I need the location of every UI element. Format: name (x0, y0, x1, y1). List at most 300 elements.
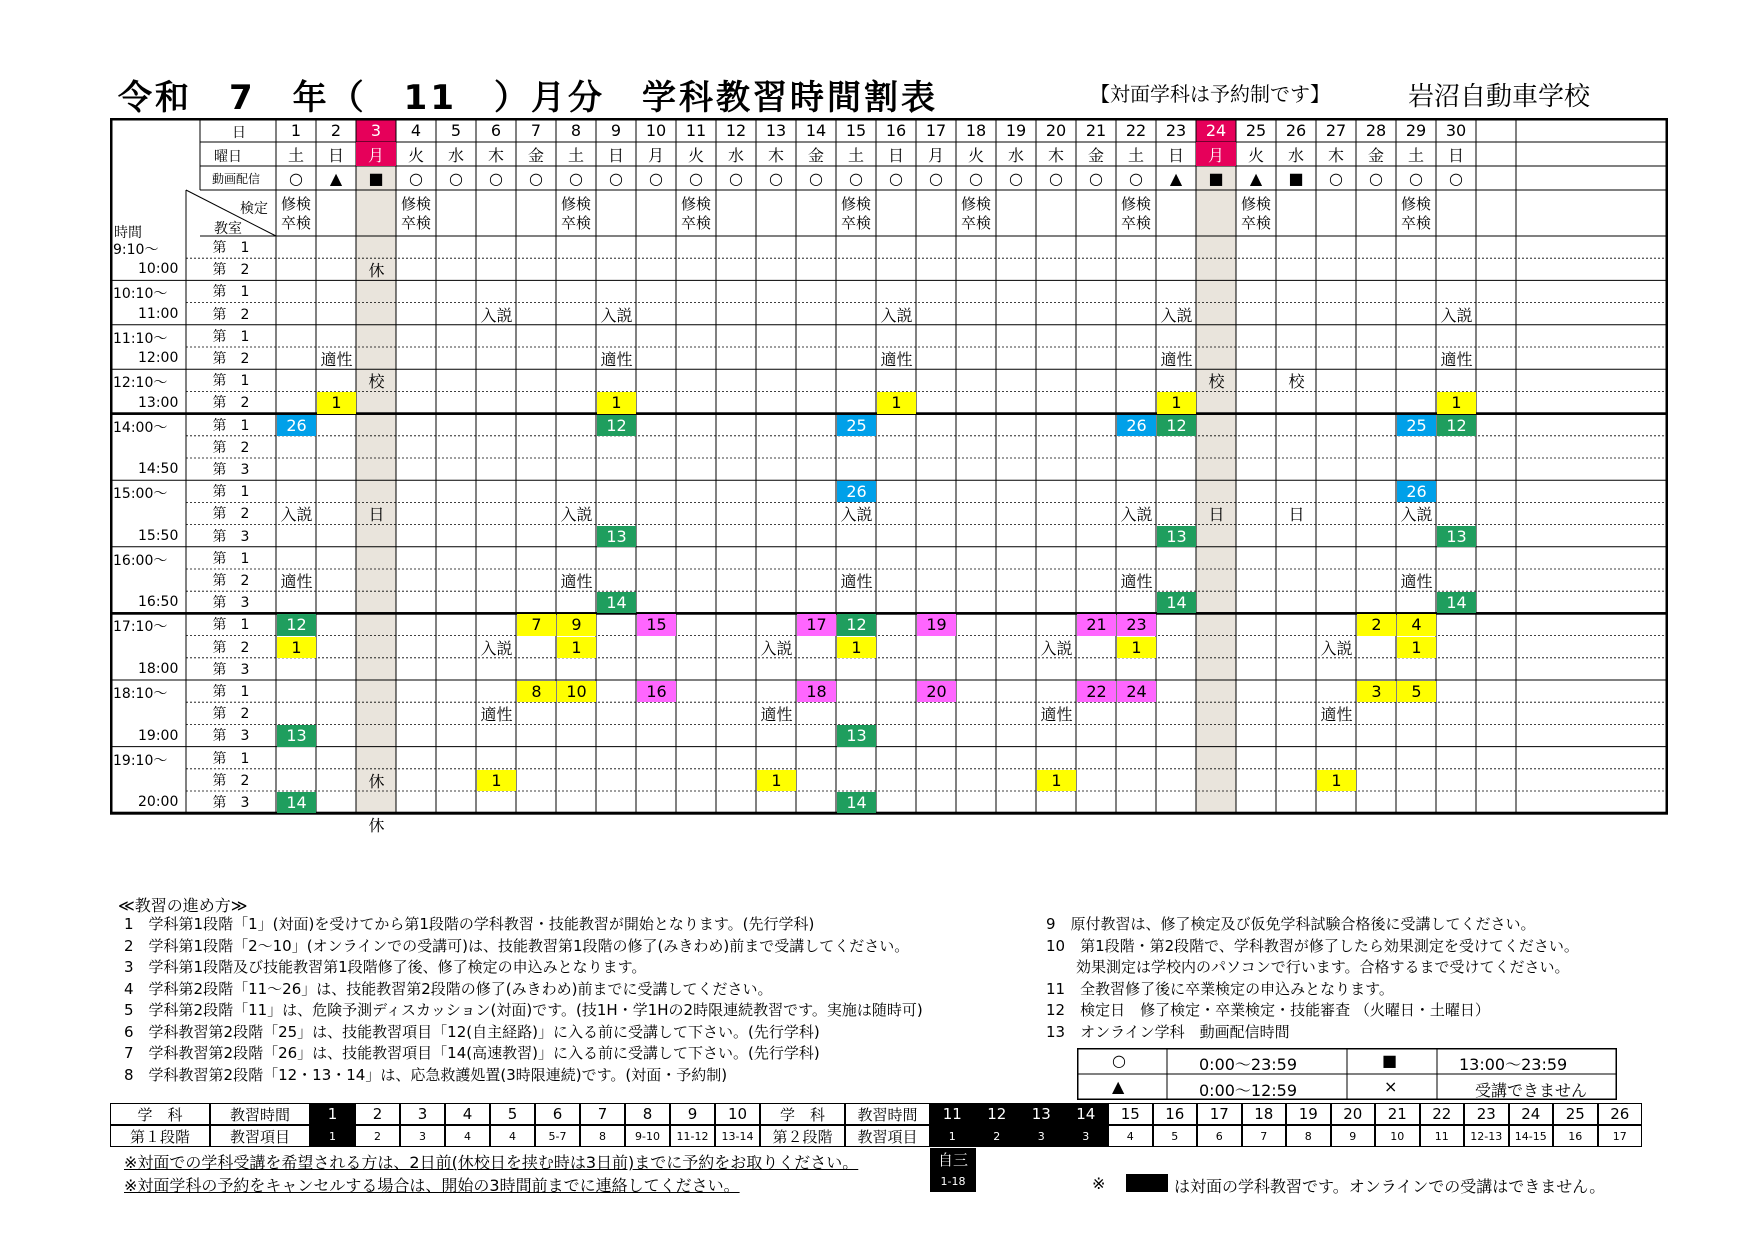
slot-start-time: 19:10～ (113, 752, 168, 769)
exam-mark (516, 192, 556, 236)
guide-item: 11 全教習修了後に卒業検定の申込みとなります。 (1046, 979, 1394, 998)
day-number: 2 (330, 120, 342, 140)
stage2-time: 22 (1420, 1103, 1465, 1125)
note-slot: 休 (368, 771, 385, 791)
lesson-slot: 1 (597, 392, 636, 413)
lesson-slot: 13 (597, 526, 636, 547)
video-mark: ○ (1049, 168, 1063, 188)
exam-mark (756, 192, 796, 236)
video-mark: ▲ (1249, 168, 1263, 188)
room-label: 第 3 (212, 595, 250, 612)
stage2-item: 5 (1153, 1125, 1198, 1147)
lesson-slot: 1 (877, 392, 916, 413)
note-slot: 休 (368, 261, 385, 281)
lesson-slot: 12 (277, 614, 316, 635)
guide-item: 3 学科第1段階及び技能教習第1段階修了後、修了検定の申込みとなります。 (124, 958, 647, 976)
note-slot: 入説 (480, 305, 513, 325)
room-label: 第 1 (212, 328, 250, 345)
stage1-time: 9 (670, 1103, 715, 1125)
day-number: 16 (885, 120, 907, 140)
exam-mark (916, 192, 956, 236)
video-mark: ○ (769, 168, 783, 188)
day-number: 9 (610, 120, 622, 140)
video-mark: ○ (1129, 168, 1143, 188)
square-time: 13:00～23:59 (1459, 1055, 1568, 1074)
exam-mark (636, 192, 676, 236)
stage1-item: 5-7 (535, 1125, 580, 1147)
room-label: 第 1 (212, 550, 250, 567)
day-number: 4 (410, 120, 422, 140)
note-slot: 入説 (1400, 505, 1433, 525)
stage1-time: 3 (400, 1103, 445, 1125)
stage1-item: 2 (355, 1125, 400, 1147)
note-slot: 入説 (280, 505, 313, 525)
lesson-slot: 25 (1397, 415, 1436, 436)
video-mark: ○ (1449, 168, 1463, 188)
stage2-item: 14-15 (1509, 1125, 1554, 1147)
weekday: 木 (487, 145, 504, 165)
day-number: 29 (1405, 120, 1427, 140)
room-label: 第 1 (212, 373, 250, 390)
exam-mark: 修検 卒検 (960, 195, 991, 232)
video-mark: ○ (1369, 168, 1383, 188)
day-number: 24 (1205, 120, 1227, 140)
slot-end-time: 18:00 (138, 661, 179, 677)
note-slot: 入説 (1040, 638, 1073, 658)
video-mark: ■ (1208, 168, 1224, 188)
room-label: 第 2 (212, 262, 250, 279)
stage2-item: 11 (1420, 1125, 1465, 1147)
circle-symbol: ○ (1112, 1051, 1126, 1070)
video-mark: ■ (368, 168, 384, 188)
video-mark: ○ (1089, 168, 1103, 188)
lesson-slot: 19 (917, 614, 956, 635)
note-slot: 適性 (840, 572, 873, 592)
note-slot: 日 (1288, 505, 1305, 525)
stage2-time: 15 (1108, 1103, 1153, 1125)
day-number: 22 (1125, 120, 1147, 140)
stage1-label: 学 科 (110, 1103, 210, 1125)
lesson-slot: 12 (1157, 415, 1196, 436)
exam-mark (1036, 192, 1076, 236)
stage2-time: 18 (1242, 1103, 1287, 1125)
stage2-item: 7 (1242, 1125, 1287, 1147)
face-mark: ※ (1092, 1174, 1106, 1193)
stage1-item: 4 (445, 1125, 490, 1147)
room-label: 第 3 (212, 728, 250, 745)
note-slot: 適性 (1120, 572, 1153, 592)
weekday: 木 (767, 145, 784, 165)
day-number: 5 (450, 120, 462, 140)
guide-item: 10 第1段階・第2段階で、学科教習が修了したら効果測定を受けてください。 (1046, 936, 1579, 955)
slot-end-time: 13:00 (138, 394, 179, 411)
lesson-slot: 13 (837, 725, 876, 746)
stage1-time: 2 (355, 1103, 400, 1125)
exam-mark (476, 192, 516, 236)
exam-mark (1156, 192, 1196, 236)
lesson-slot: 21 (1077, 614, 1116, 635)
exam-mark (1196, 192, 1236, 236)
day-number: 19 (1005, 120, 1027, 140)
day-number: 28 (1365, 120, 1387, 140)
lesson-slot: 5 (1397, 681, 1436, 702)
weekday: 土 (287, 145, 304, 165)
guide-item: 13 オンライン学科 動画配信時間 (1046, 1022, 1290, 1041)
day-number: 12 (725, 120, 747, 140)
stage2-time-header: 教習時間 (845, 1103, 930, 1125)
lesson-slot: 1 (317, 392, 356, 413)
stage2-time: 23 (1464, 1103, 1509, 1125)
exam-mark (596, 192, 636, 236)
room-label: 第 2 (212, 395, 250, 412)
exam-label: 検定 (240, 201, 268, 217)
exam-mark (1276, 192, 1316, 236)
day-number: 6 (490, 120, 502, 140)
slot-start-time: 11:10～ (113, 330, 168, 347)
day-number: 7 (530, 120, 542, 140)
stage2-sub: 第２段階 (760, 1125, 845, 1147)
guide-item: 2 学科第1段階「2～10」(オンラインでの受講可)は、技能教習第1段階の修了(みきわめ)前まで受講してください。 (124, 936, 910, 955)
stage2-item: 17 (1598, 1125, 1643, 1147)
stage1-item: 1 (310, 1125, 355, 1147)
cancel-note: ※対面学科の予約をキャンセルする場合は、開始の3時間前までに連絡してください。 (124, 1176, 740, 1195)
stage2-item-header: 教習項目 (845, 1125, 930, 1147)
slot-start-time: 10:10～ (113, 286, 168, 303)
video-mark: ○ (689, 168, 703, 188)
video-label: 動画配信 (212, 172, 261, 186)
stage1-time-header: 教習時間 (210, 1103, 310, 1125)
day-number: 23 (1165, 120, 1187, 140)
room-label: 第 1 (212, 284, 250, 301)
stage2-time: 25 (1553, 1103, 1598, 1125)
room-label: 第 1 (212, 684, 250, 701)
note-slot: 休 (368, 816, 385, 836)
room-label: 第 2 (212, 772, 250, 789)
note-slot: 入説 (1440, 305, 1473, 325)
slot-end-time: 11:00 (138, 305, 179, 322)
day-label: 日 (232, 125, 246, 141)
day-number: 26 (1285, 120, 1307, 140)
lesson-slot: 1 (1437, 392, 1476, 413)
weekday: 土 (567, 145, 584, 165)
stage2-item: 3 (1019, 1125, 1064, 1147)
note-slot: 入説 (1320, 638, 1353, 658)
lesson-slot: 9 (557, 614, 596, 635)
video-mark: ▲ (1169, 168, 1183, 188)
stage2-item: 4 (1108, 1125, 1153, 1147)
lesson-slot: 26 (1117, 415, 1156, 436)
triangle-symbol: ▲ (1112, 1077, 1125, 1096)
weekday: 火 (967, 145, 984, 165)
exam-mark (716, 192, 756, 236)
video-mark: ○ (289, 168, 303, 188)
reservation-note: 【対面学科は予約制です】 (1090, 82, 1330, 106)
face-note: は対面の学科教習です。オンラインでの受講はできません。 (1174, 1177, 1606, 1196)
stage1-item: 11-12 (670, 1125, 715, 1147)
lesson-slot: 25 (837, 415, 876, 436)
lesson-slot: 14 (277, 792, 316, 813)
lesson-slot: 24 (1117, 681, 1156, 702)
note-slot: 適性 (600, 350, 633, 370)
lesson-slot: 1 (757, 770, 796, 791)
lesson-slot: 8 (517, 681, 556, 702)
video-mark: ○ (849, 168, 863, 188)
lesson-slot: 16 (637, 681, 676, 702)
room-label: 第 2 (212, 573, 250, 590)
day-number: 3 (370, 120, 382, 140)
video-mark: ○ (1409, 168, 1423, 188)
slot-end-time: 12:00 (138, 350, 179, 367)
room-label: 第 3 (212, 528, 250, 545)
note-slot: 入説 (1120, 505, 1153, 525)
day-number: 13 (765, 120, 787, 140)
lesson-slot: 26 (1397, 481, 1436, 502)
stage1-item: 13-14 (715, 1125, 760, 1147)
lesson-slot: 1 (277, 637, 316, 658)
stage2-item: 12-13 (1464, 1125, 1509, 1147)
slot-end-time: 19:00 (138, 727, 179, 744)
lesson-slot: 7 (517, 614, 556, 635)
stage2-time: 16 (1153, 1103, 1198, 1125)
lesson-slot: 10 (557, 681, 596, 702)
weekday: 木 (1327, 145, 1344, 165)
slot-start-time: 16:00～ (113, 552, 168, 569)
note-slot: 適性 (1040, 705, 1073, 725)
day-number: 21 (1085, 120, 1107, 140)
day-number: 15 (845, 120, 867, 140)
room-label: 第 1 (212, 750, 250, 767)
video-mark: ○ (1009, 168, 1023, 188)
weekday: 木 (1047, 145, 1064, 165)
holiday-column (356, 142, 396, 813)
stage1-item: 4 (490, 1125, 535, 1147)
stage1-time: 8 (625, 1103, 670, 1125)
exam-mark: 修検 卒検 (840, 195, 871, 232)
lesson-slot: 13 (277, 725, 316, 746)
note-slot: 適性 (280, 572, 313, 592)
lesson-slot: 26 (837, 481, 876, 502)
note-slot: 適性 (1400, 572, 1433, 592)
holiday-column (1196, 142, 1236, 813)
weekday: 日 (1167, 145, 1184, 165)
slot-start-time: 12:10～ (113, 375, 168, 392)
note-slot: 適性 (1440, 350, 1473, 370)
exam-mark (436, 192, 476, 236)
note-slot: 適性 (320, 350, 353, 370)
lesson-slot: 1 (1157, 392, 1196, 413)
weekday: 金 (527, 145, 544, 165)
weekday: 月 (927, 145, 944, 165)
stage1-item-header: 教習項目 (210, 1125, 310, 1147)
note-slot: 入説 (840, 505, 873, 525)
lesson-slot: 4 (1397, 614, 1436, 635)
slot-start-time: 14:00～ (113, 419, 168, 436)
lesson-slot: 1 (837, 637, 876, 658)
slot-start-time: 15:00～ (113, 486, 168, 503)
stage1-item: 9-10 (625, 1125, 670, 1147)
stage2-time: 24 (1509, 1103, 1554, 1125)
guide-item: 9 原付教習は、修了検定及び仮免学科試験合格後に受講してください。 (1046, 915, 1536, 933)
time-label: 時間 (114, 225, 142, 241)
weekday: 土 (1407, 145, 1424, 165)
video-mark: ○ (649, 168, 663, 188)
video-mark: ○ (969, 168, 983, 188)
exam-mark (1436, 192, 1476, 236)
note-slot: 適性 (480, 705, 513, 725)
stage1-sub: 第１段階 (110, 1125, 210, 1147)
weekday: 土 (847, 145, 864, 165)
slot-end-time: 10:00 (138, 261, 179, 278)
weekday: 月 (1196, 142, 1236, 166)
weekday: 土 (1127, 145, 1144, 165)
stage1-time: 5 (490, 1103, 535, 1125)
weekday: 日 (1447, 145, 1464, 165)
note-slot: 日 (1208, 505, 1225, 525)
weekday: 金 (1087, 145, 1104, 165)
note-slot: 適性 (1320, 705, 1353, 725)
stage2-item: 8 (1286, 1125, 1331, 1147)
slot-end-time: 14:50 (138, 461, 179, 478)
room-label: 第 1 (212, 240, 250, 257)
guide-item: 効果測定は学校内のパソコンで行います。合格するまで受けてください。 (1046, 958, 1570, 976)
lesson-slot: 14 (1157, 592, 1196, 613)
lesson-slot: 1 (1117, 637, 1156, 658)
stage1-time: 7 (580, 1103, 625, 1125)
weekday: 水 (1007, 145, 1024, 165)
x-symbol: × (1384, 1077, 1398, 1096)
exam-mark (996, 192, 1036, 236)
note-slot: 入説 (560, 505, 593, 525)
video-mark: ○ (809, 168, 823, 188)
lesson-slot: 13 (1437, 526, 1476, 547)
note-slot: 入説 (1160, 305, 1193, 325)
note-slot: 入説 (480, 638, 513, 658)
day-number: 14 (805, 120, 827, 140)
self-study-range: 1-18 (930, 1170, 976, 1192)
video-mark: ○ (1329, 168, 1343, 188)
exam-mark (1316, 192, 1356, 236)
lesson-slot: 18 (797, 681, 836, 702)
slot-start-time: 18:10～ (113, 686, 168, 702)
stage2-item: 3 (1064, 1125, 1109, 1147)
guide-item: 5 学科第2段階「11」は、危険予測ディスカッション(対面)です。(技1H・学1Hの2時限連続教習です。実施は随時可) (124, 1001, 923, 1019)
video-mark: ○ (609, 168, 623, 188)
weekday: 火 (1247, 145, 1264, 165)
slot-end-time: 20:00 (138, 794, 179, 811)
guide-item: 4 学科第2段階「11～26」は、技能教習第2段階の修了(みきわめ)前までに受講してください。 (124, 979, 773, 998)
weekday: 火 (687, 145, 704, 165)
lesson-slot: 20 (917, 681, 956, 702)
note-slot: 適性 (880, 350, 913, 370)
day-number: 18 (965, 120, 987, 140)
exam-mark (1076, 192, 1116, 236)
room-label: 第 2 (212, 639, 250, 656)
circle-time: 0:00～23:59 (1199, 1055, 1298, 1074)
guide-item: 1 学科第1段階「1」(対面)を受けてから第1段階の学科教習・技能教習が開始となります。(先行学科) (124, 915, 815, 933)
guide-item: 7 学科教習第2段階「26」は、技能教習項目「14(高速教習)」に入る前に受講して下さい。(先行学科) (124, 1044, 820, 1062)
video-mark: ▲ (329, 168, 343, 188)
exam-mark (796, 192, 836, 236)
exam-mark (1356, 192, 1396, 236)
stage2-item: 2 (975, 1125, 1020, 1147)
note-slot: 適性 (1160, 350, 1193, 370)
room-label: 第 2 (212, 306, 250, 323)
lesson-slot: 23 (1117, 614, 1156, 635)
stage1-item: 3 (400, 1125, 445, 1147)
note-slot: 入説 (600, 305, 633, 325)
weekday-label: 曜日 (214, 149, 242, 165)
exam-mark: 修検 卒検 (1400, 195, 1431, 232)
weekday: 水 (1287, 145, 1304, 165)
weekday: 金 (807, 145, 824, 165)
video-mark: ○ (409, 168, 423, 188)
lesson-slot: 14 (1437, 592, 1476, 613)
note-slot: 校 (368, 372, 385, 392)
lesson-slot: 1 (557, 637, 596, 658)
room-label: 第 1 (212, 484, 250, 501)
lesson-slot: 22 (1077, 681, 1116, 702)
exam-mark: 修検 卒検 (680, 195, 711, 232)
guide-item: 8 学科教習第2段階「12・13・14」は、応急救護処置(3時限連続)です。(対面・予約制) (124, 1065, 728, 1084)
lesson-slot: 14 (837, 792, 876, 813)
lesson-slot: 17 (797, 614, 836, 635)
note-slot: 適性 (760, 705, 793, 725)
weekday: 金 (1367, 145, 1384, 165)
video-mark: ○ (489, 168, 503, 188)
exam-mark: 修検 卒検 (1120, 195, 1151, 232)
day-number: 20 (1045, 120, 1067, 140)
video-mark: ○ (889, 168, 903, 188)
lesson-slot: 12 (837, 614, 876, 635)
guide-title: ≪教習の進め方≫ (118, 896, 248, 915)
day-number: 10 (645, 120, 667, 140)
stage2-time: 21 (1375, 1103, 1420, 1125)
stage1-time: 1 (310, 1103, 355, 1125)
stage2-time: 13 (1019, 1103, 1064, 1125)
room-label: 教室 (214, 221, 242, 237)
day-number: 25 (1245, 120, 1267, 140)
exam-mark (356, 192, 396, 236)
note-slot: 校 (1288, 372, 1305, 392)
room-label: 第 3 (212, 795, 250, 812)
exam-mark (316, 192, 356, 236)
day-number: 11 (685, 120, 707, 140)
day-number: 17 (925, 120, 947, 140)
stage2-item: 10 (1375, 1125, 1420, 1147)
square-symbol: ■ (1382, 1051, 1398, 1070)
room-label: 第 1 (212, 617, 250, 634)
day-number: 8 (570, 120, 582, 140)
stage1-item: 8 (580, 1125, 625, 1147)
video-mark: ○ (529, 168, 543, 188)
triangle-time: 0:00～12:59 (1199, 1081, 1298, 1100)
timetable-grid (110, 118, 1668, 890)
stage2-item: 6 (1197, 1125, 1242, 1147)
exam-mark: 修検 卒検 (1240, 195, 1271, 232)
stage2-time: 20 (1331, 1103, 1376, 1125)
weekday: 月 (647, 145, 664, 165)
lesson-slot: 15 (637, 614, 676, 635)
room-label: 第 2 (212, 439, 250, 456)
reserve-note: ※対面での学科受講を希望される方は、2日前(休校日を挟む時は3日前)までに予約をお取りください。 (124, 1153, 859, 1172)
page-title: 令和 7 年（ 11 ）月分 学科教習時間割表 (118, 78, 938, 118)
guide-item: 12 検定日 修了検定・卒業検定・技能審査 （火曜日・土曜日） (1046, 1001, 1490, 1019)
slot-end-time: 16:50 (138, 594, 179, 611)
room-label: 第 3 (212, 462, 250, 479)
stage2-label: 学 科 (760, 1103, 845, 1125)
weekday: 水 (727, 145, 744, 165)
stage2-time: 11 (930, 1103, 975, 1125)
